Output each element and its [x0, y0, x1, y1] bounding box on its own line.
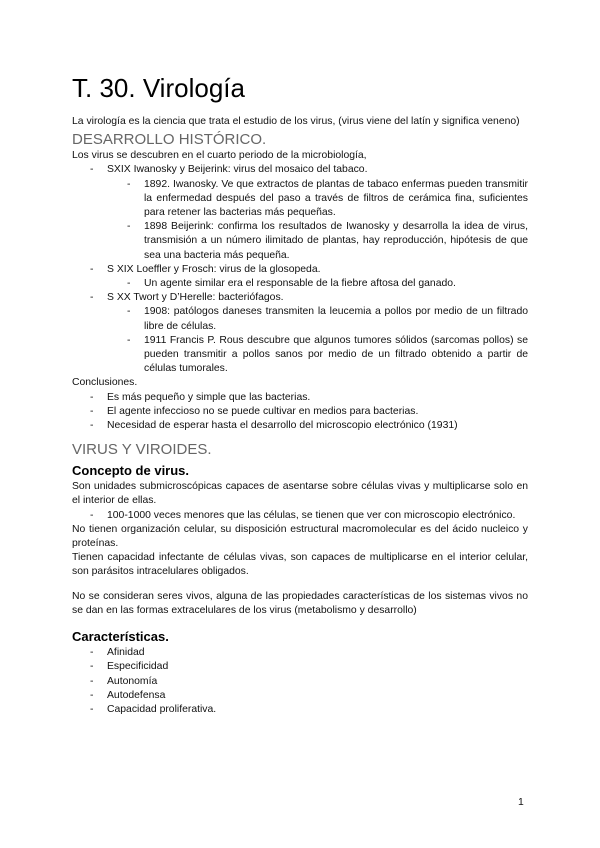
- conclusion-item: - El agente infeccioso no se puede cultivar en medios para bacterias.: [72, 405, 528, 419]
- conclusion-item: - Es más pequeño y simple que las bacterias.: [72, 391, 528, 405]
- concept-paragraph: Tienen capacidad infectante de células vivas, son capaces de multiplicarse en el interior celular, son parásitos intracelulares obligados.: [72, 552, 528, 578]
- history-item-text: SXIX Iwanosky y Beijerink: virus del mosaico del tabaco.: [107, 164, 368, 176]
- history-list: [72, 163, 528, 177]
- page-number: 1: [518, 797, 524, 808]
- conclusion-item: - Necesidad de esperar hasta el desarrollo del microscopio electrónico (1931): [72, 419, 528, 433]
- concept-paragraph: No tienen organización celular, su disposición estructural macromolecular es del ácido nucleico y proteínas.: [72, 523, 528, 550]
- history-lead: Los virus se descubren en el cuarto periodo de la microbiología,: [72, 150, 367, 162]
- virus-heading: VIRUS Y VIROIDES.: [72, 441, 212, 459]
- history-subitem: - 1908: patólogos daneses transmiten la leucemia a pollos por medio de un filtrado libre de células.: [72, 305, 528, 333]
- history-list: [72, 291, 528, 305]
- concept-paragraph: No se consideran seres vivos, alguna de las propiedades características de los sistemas vivos no se dan en las formas extracelulares de los virus (metabolismo y desarrollo): [72, 590, 528, 616]
- feature-item: - Capacidad proliferativa.: [72, 703, 528, 717]
- feature-item: - Autonomía: [72, 675, 528, 689]
- document-title: T. 30. Virología: [72, 73, 245, 103]
- intro-paragraph: La virología es la ciencia que trata el estudio de los virus, (virus viene del latín y significa veneno): [72, 116, 520, 127]
- history-item: [72, 263, 528, 277]
- features-heading: Características.: [72, 629, 169, 645]
- concept-heading: Concepto de virus.: [72, 463, 190, 479]
- feature-item: - Afinidad: [72, 646, 528, 660]
- history-sublist: [72, 305, 528, 376]
- concept-item: - 100-1000 veces menores que las células, se tienen que ver con microscopio electrónico.: [72, 509, 528, 523]
- conclusions-label: Conclusiones.: [72, 377, 138, 389]
- features-list: [72, 646, 528, 717]
- document-page: [72, 70, 528, 717]
- concept-list: [72, 509, 528, 523]
- feature-item: - Especificidad: [72, 660, 528, 674]
- history-subitem: - 1898 Beijerink: confirma los resultados de Iwanosky y desarrolla la idea de virus, transmisión a un número ilimitado de plantas, hay reproducción, hipótesis de que sea una bacteria más pequeña.: [72, 220, 528, 263]
- history-item-text: S XIX Loeffler y Frosch: virus de la glosopeda.: [107, 263, 321, 275]
- history-subitem: - 1892. Iwanosky. Ve que extractos de plantas de tabaco enfermas pueden transmitir la enfermedad después del paso a través de filtros de cerámica fina, suficientes para retener las bacterias más pequeñas.: [72, 178, 528, 221]
- history-heading: DESARROLLO HISTÓRICO.: [72, 131, 267, 149]
- paragraph-gap: [72, 580, 528, 590]
- history-sublist: [72, 277, 528, 291]
- history-item: [72, 291, 528, 305]
- history-list: [72, 263, 528, 277]
- history-item: [72, 163, 528, 177]
- feature-item: - Autodefensa: [72, 689, 528, 703]
- history-item-text: S XX Twort y D’Herelle: bacteriófagos.: [107, 292, 284, 304]
- history-subitem: - 1911 Francis P. Rous descubre que algunos tumores sólidos (sarcomas pollos) se pueden transmitir a pollos sanos por medio de un filtrado obtenido a partir de células tumorales.: [72, 334, 528, 377]
- conclusions-list: [72, 391, 528, 434]
- history-sublist: [72, 178, 528, 263]
- history-subitem: - Un agente similar era el responsable de la fiebre aftosa del ganado.: [72, 277, 528, 291]
- concept-paragraph: Son unidades submicroscópicas capaces de asentarse sobre células vivas y multiplicarse solo en el interior de ellas.: [72, 481, 528, 507]
